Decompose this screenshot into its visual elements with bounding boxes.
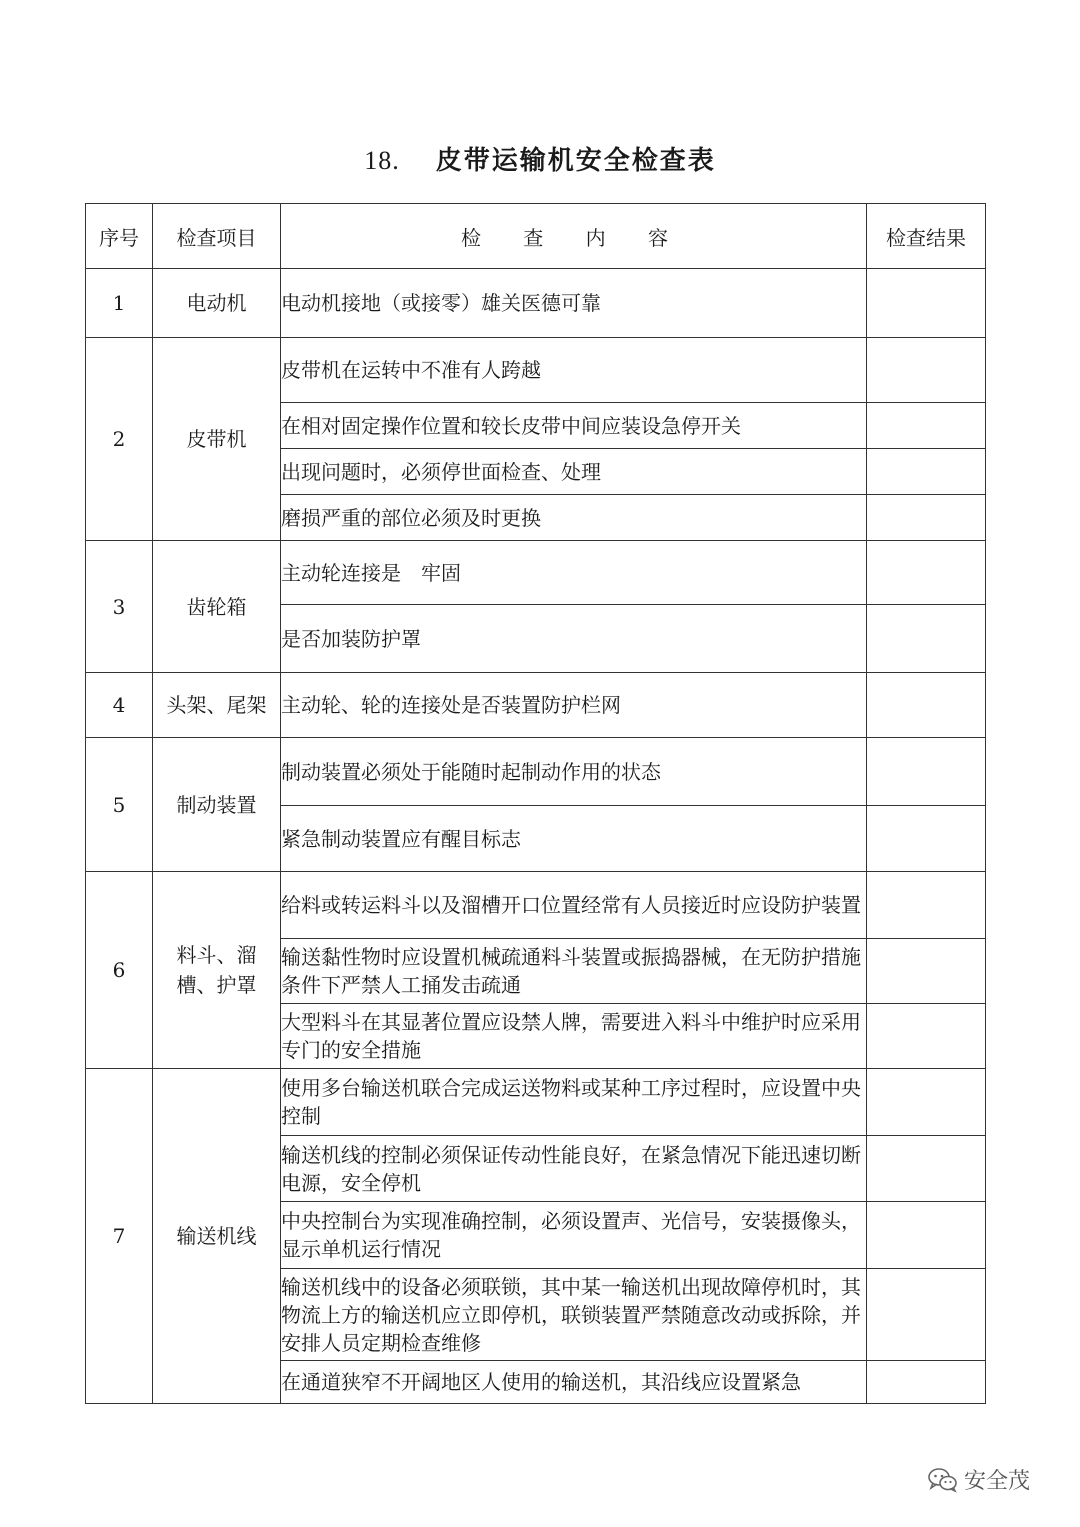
row-no: 5 xyxy=(86,738,153,872)
result-cell[interactable] xyxy=(867,1269,986,1361)
result-cell[interactable] xyxy=(867,269,986,338)
row-content: 电动机接地（或接零）雄关医德可靠 xyxy=(281,269,867,338)
row-item: 电动机 xyxy=(153,269,281,338)
result-cell[interactable] xyxy=(867,1136,986,1202)
header-result: 检查结果 xyxy=(867,204,986,269)
table-row xyxy=(86,338,986,403)
row-no: 3 xyxy=(86,541,153,673)
row-item: 头架、尾架 xyxy=(153,673,281,738)
row-item: 皮带机 xyxy=(153,338,281,541)
result-cell[interactable] xyxy=(867,1361,986,1404)
page-title xyxy=(0,140,1080,177)
table-row xyxy=(86,269,986,338)
row-content: 中央控制台为实现准确控制，必须设置声、光信号，安装摄像头，显示单机运行情况 xyxy=(281,1202,867,1269)
row-no: 4 xyxy=(86,673,153,738)
inspection-table xyxy=(85,203,986,1404)
row-content: 输送机线中的设备必须联锁，其中某一输送机出现故障停机时，其物流上方的输送机应立即停机，联锁装置严禁随意改动或拆除，并安排人员定期检查维修 xyxy=(281,1269,867,1361)
row-content: 主动轮、轮的连接处是否装置防护栏网 xyxy=(281,673,867,738)
row-item: 齿轮箱 xyxy=(153,541,281,673)
result-cell[interactable] xyxy=(867,403,986,449)
title-text: 皮带运输机安全检查表 xyxy=(435,146,716,176)
row-content: 给料或转运料斗以及溜槽开口位置经常有人员接近时应设防护装置 xyxy=(281,872,867,939)
row-content: 制动装置必须处于能随时起制动作用的状态 xyxy=(281,738,867,806)
row-content: 在通道狭窄不开阔地区人使用的输送机，其沿线应设置紧急 xyxy=(281,1361,867,1404)
result-cell[interactable] xyxy=(867,449,986,495)
row-no: 2 xyxy=(86,338,153,541)
header-item: 检查项目 xyxy=(153,204,281,269)
result-cell[interactable] xyxy=(867,338,986,403)
result-cell[interactable] xyxy=(867,1202,986,1269)
row-content: 皮带机在运转中不准有人跨越 xyxy=(281,338,867,403)
row-content: 紧急制动装置应有醒目标志 xyxy=(281,806,867,872)
row-content: 在相对固定操作位置和较长皮带中间应装设急停开关 xyxy=(281,403,867,449)
watermark xyxy=(928,1464,1030,1495)
table-row xyxy=(86,541,986,605)
row-no: 1 xyxy=(86,269,153,338)
row-item: 输送机线 xyxy=(153,1069,281,1404)
result-cell[interactable] xyxy=(867,872,986,939)
row-item: 制动装置 xyxy=(153,738,281,872)
row-no: 7 xyxy=(86,1069,153,1404)
header-content: 检 查 内 容 xyxy=(281,204,867,269)
row-content: 磨损严重的部位必须及时更换 xyxy=(281,495,867,541)
result-cell[interactable] xyxy=(867,541,986,605)
row-content: 大型料斗在其显著位置应设禁人牌，需要进入料斗中维护时应采用专门的安全措施 xyxy=(281,1004,867,1069)
table-row xyxy=(86,872,986,939)
row-content: 是否加装防护罩 xyxy=(281,605,867,673)
row-no: 6 xyxy=(86,872,153,1069)
wechat-icon xyxy=(928,1467,958,1493)
result-cell[interactable] xyxy=(867,806,986,872)
result-cell[interactable] xyxy=(867,605,986,673)
watermark-text: 安全茂 xyxy=(964,1469,1031,1494)
row-item: 料斗、溜槽、护罩 xyxy=(153,872,281,1069)
result-cell[interactable] xyxy=(867,939,986,1004)
row-content: 主动轮连接是 牢固 xyxy=(281,541,867,605)
result-cell[interactable] xyxy=(867,738,986,806)
table-row xyxy=(86,673,986,738)
table-header-row xyxy=(86,204,986,269)
table-row xyxy=(86,738,986,806)
result-cell[interactable] xyxy=(867,495,986,541)
result-cell[interactable] xyxy=(867,673,986,738)
row-content: 输送黏性物时应设置机械疏通料斗装置或振捣器械，在无防护措施条件下严禁人工捅发击疏通 xyxy=(281,939,867,1004)
row-content: 使用多台输送机联合完成运送物料或某种工序过程时，应设置中央控制 xyxy=(281,1069,867,1136)
title-number: 18. xyxy=(364,146,400,175)
table-row xyxy=(86,1069,986,1136)
row-content: 输送机线的控制必须保证传动性能良好，在紧急情况下能迅速切断电源，安全停机 xyxy=(281,1136,867,1202)
result-cell[interactable] xyxy=(867,1069,986,1136)
header-no: 序号 xyxy=(86,204,153,269)
row-content: 出现问题时，必须停世面检查、处理 xyxy=(281,449,867,495)
result-cell[interactable] xyxy=(867,1004,986,1069)
